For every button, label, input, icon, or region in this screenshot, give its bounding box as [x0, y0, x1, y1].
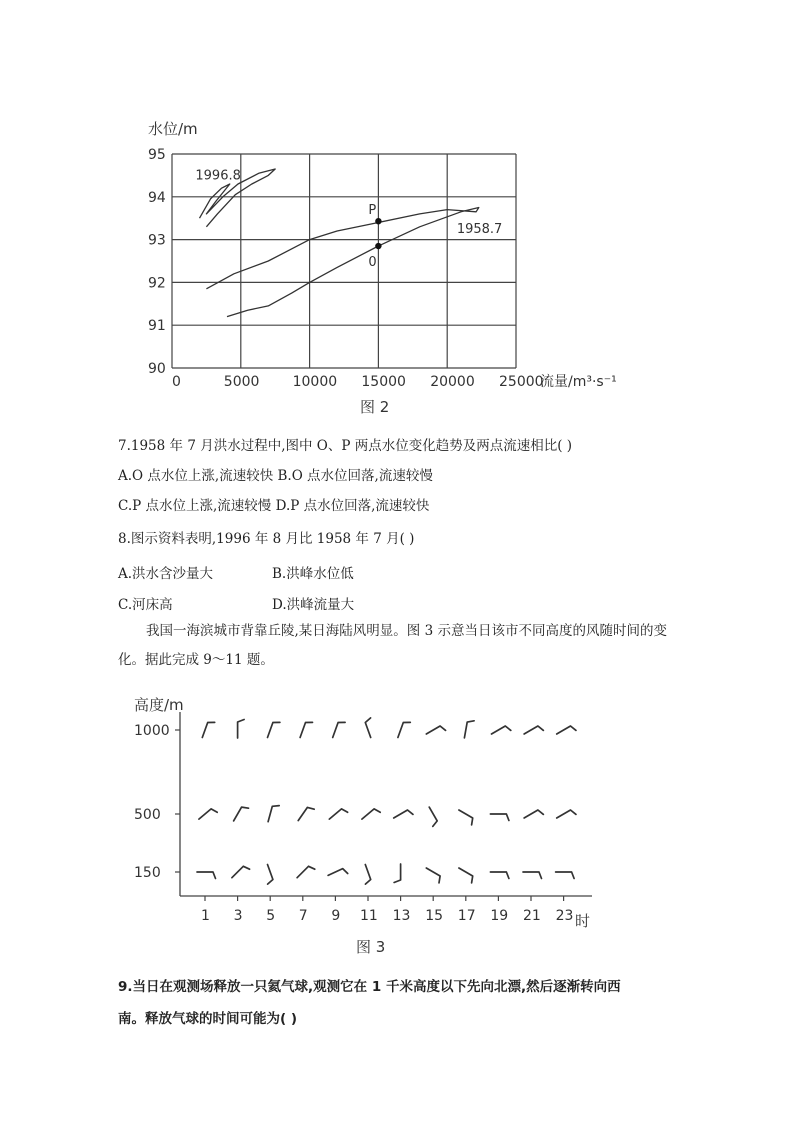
intro-paragraph: 我国一海滨城市背靠丘陵,某日海陆风明显。图 3 示意当日该市不同高度的风随时间的变化。据此完成 9～11 题。	[118, 623, 667, 668]
wind-barb	[490, 814, 509, 821]
figure-2-caption: 图 2	[360, 398, 390, 416]
wind-barb	[459, 810, 473, 825]
wind-barb	[202, 722, 214, 737]
point-label: P	[368, 203, 377, 219]
y-axis-label: 水位/m	[148, 120, 198, 138]
y-tick-label: 94	[148, 189, 166, 206]
hour-label: 5	[266, 908, 276, 924]
wind-barb	[365, 865, 370, 885]
q9-stem-line2: 南。释放气球的时间可能为( )	[118, 1011, 298, 1027]
height-label: 500	[134, 807, 161, 823]
wind-barb	[398, 722, 410, 737]
wind-barb	[300, 722, 312, 737]
wind-barb	[197, 872, 216, 879]
wind-barb	[394, 864, 401, 883]
wind-barb	[523, 872, 542, 879]
hour-label: 21	[523, 908, 541, 924]
y-axis-label: 高度/m	[134, 696, 184, 714]
wind-barb	[329, 809, 347, 819]
chart-grid	[172, 154, 516, 368]
wind-barb	[556, 872, 575, 879]
q8-option-a: A.洪水含沙量大	[118, 566, 214, 582]
x-tick-labels	[172, 374, 544, 390]
q7-stem: 7.1958 年 7 月洪水过程中,图中 O、P 两点水位变化趋势及两点流速相比( )	[118, 438, 573, 454]
y-tick-label: 90	[148, 361, 166, 377]
x-axis-unit: 时	[575, 912, 591, 930]
marked-points	[368, 203, 381, 270]
wind-barb	[524, 810, 543, 818]
x-tick-label: 10000	[292, 374, 338, 390]
x-tick-label: 25000	[499, 374, 544, 390]
x-tick-label: 0	[172, 374, 181, 390]
wind-barb	[333, 722, 345, 737]
y-tick-labels	[148, 147, 166, 377]
wind-barbs	[197, 718, 576, 884]
x-tick-label: 5000	[223, 374, 260, 390]
wind-barb	[268, 806, 279, 822]
series-label: 1996.8	[195, 168, 241, 184]
y-tick-label: 91	[148, 318, 166, 335]
wind-barb	[199, 809, 217, 819]
x-tick-label: 15000	[361, 374, 406, 390]
q8-stem: 8.图示资料表明,1996 年 8 月比 1958 年 7 月( )	[118, 531, 415, 547]
marked-point	[375, 243, 381, 249]
marked-point	[375, 218, 381, 224]
height-label: 150	[134, 865, 161, 881]
wind-barb	[328, 869, 348, 876]
wind-barb	[459, 868, 473, 883]
q7-options-ab: A.O 点水位上涨,流速较快 B.O 点水位回落,流速较慢	[118, 468, 433, 484]
height-labels	[134, 723, 180, 881]
hour-label: 17	[457, 908, 476, 924]
wind-barb	[232, 866, 250, 877]
wind-barb	[426, 868, 440, 883]
figure-3-caption: 图 3	[356, 938, 386, 956]
wind-barb	[238, 720, 245, 739]
wind-barb	[268, 865, 273, 885]
hour-label: 23	[555, 908, 574, 924]
hour-label: 13	[392, 908, 411, 924]
figure-3	[120, 690, 600, 960]
wind-barb	[362, 809, 380, 819]
y-tick-label: 95	[148, 147, 166, 163]
height-label: 1000	[134, 723, 170, 739]
x-axis-label: 流量/m³·s⁻¹	[540, 374, 617, 390]
y-tick-label: 92	[148, 275, 166, 292]
hour-label: 1	[201, 908, 210, 924]
series-label: 1958.7	[456, 222, 503, 238]
wind-barb	[394, 810, 413, 818]
wind-barb	[365, 718, 370, 738]
wind-barb	[490, 872, 509, 879]
figure-3-chart	[120, 690, 600, 960]
hour-labels	[201, 896, 573, 924]
figure-2	[140, 112, 630, 422]
wind-barb	[429, 807, 437, 826]
q8-option-b: B.洪峰水位低	[272, 566, 354, 582]
wind-barb	[557, 810, 576, 818]
figure-2-chart	[140, 112, 630, 422]
wind-barb	[464, 721, 474, 738]
wind-barb	[268, 722, 280, 737]
hour-label: 3	[233, 908, 243, 924]
wind-barb	[234, 807, 249, 821]
hour-label: 11	[360, 908, 378, 924]
q9-stem-line1: 9.当日在观测场释放一只氦气球,观测它在 1 千米高度以下先向北漂,然后逐渐转向西	[118, 979, 621, 995]
x-tick-label: 20000	[430, 374, 475, 390]
wind-barb	[524, 726, 543, 734]
wind-barb	[492, 726, 511, 734]
wind-barb	[557, 726, 576, 734]
q8-option-c: C.河床高	[118, 597, 173, 613]
series-line	[206, 208, 478, 317]
y-tick-label: 93	[148, 232, 166, 249]
series-lines	[195, 169, 502, 317]
point-label: 0	[368, 255, 377, 271]
hour-label: 9	[331, 908, 341, 924]
wind-barb	[297, 866, 315, 877]
q8-option-d: D.洪峰流量大	[272, 597, 355, 613]
hour-label: 19	[490, 908, 509, 924]
q7-options-cd: C.P 点水位上涨,流速较慢 D.P 点水位回落,流速较快	[118, 498, 430, 514]
hour-label: 7	[298, 908, 308, 924]
hour-label: 15	[425, 908, 444, 924]
wind-barb	[298, 807, 314, 820]
wind-barb	[426, 726, 445, 734]
